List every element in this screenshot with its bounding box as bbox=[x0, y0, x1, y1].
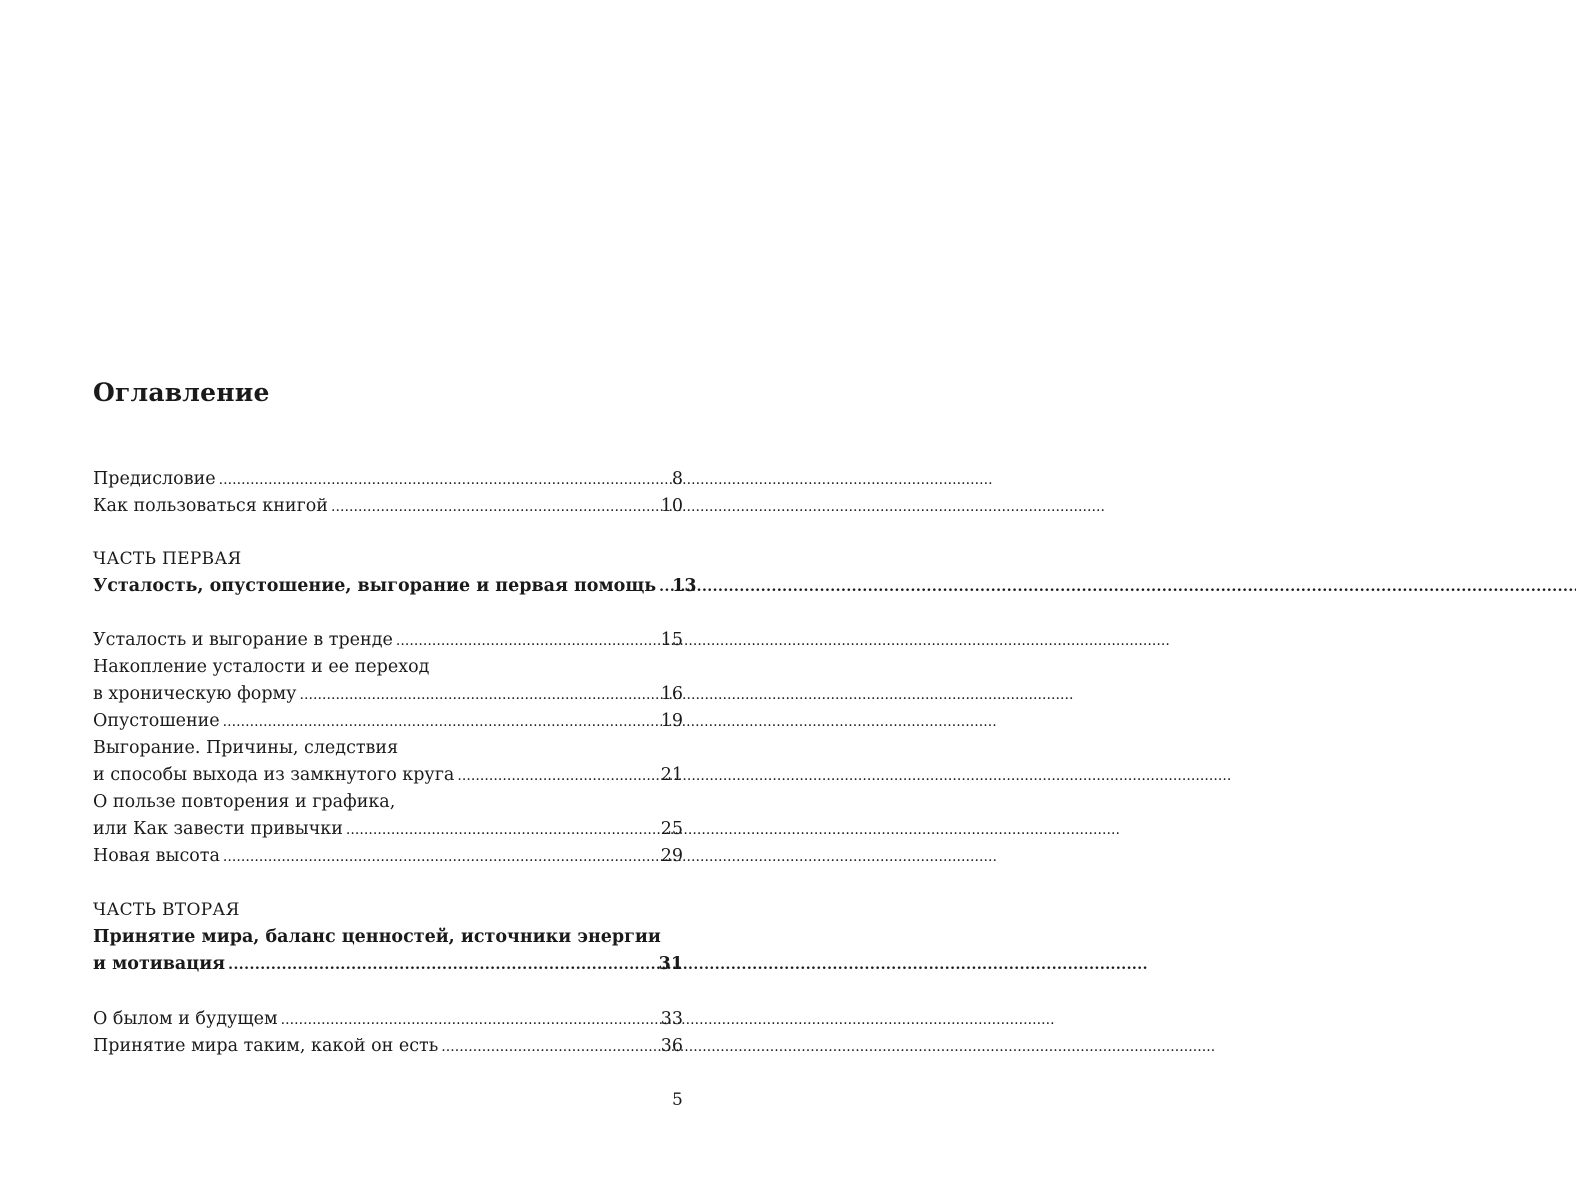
dot-leader bbox=[281, 1006, 658, 1034]
toc-entry-multiline[interactable] bbox=[93, 735, 683, 789]
dot-leader bbox=[299, 681, 657, 709]
part-one-page: 13 bbox=[672, 576, 697, 596]
toc-entry[interactable] bbox=[93, 708, 683, 735]
part-two-label: ЧАСТЬ ВТОРАЯ bbox=[93, 900, 240, 920]
dot-leader bbox=[223, 708, 658, 736]
dot-leader bbox=[223, 843, 658, 871]
toc-entry-title: О былом и будущем bbox=[93, 1009, 278, 1029]
toc-entry[interactable] bbox=[93, 1033, 683, 1060]
toc-entry[interactable] bbox=[93, 493, 683, 520]
dot-leader bbox=[331, 493, 658, 521]
toc-entry-page: 21 bbox=[660, 765, 683, 785]
toc-entry-multiline[interactable] bbox=[93, 789, 683, 843]
part-two-page: 31 bbox=[658, 954, 683, 974]
toc-entry-page: 33 bbox=[660, 1009, 683, 1029]
part-one-title: Усталость, опустошение, выгорание и первая помощь bbox=[93, 576, 657, 596]
dot-leader bbox=[396, 627, 658, 655]
page-number: 5 bbox=[672, 1090, 683, 1110]
toc-entry-page: 15 bbox=[660, 630, 683, 650]
dot-leader bbox=[346, 816, 658, 844]
toc-entry-title: Принятие мира таким, какой он есть bbox=[93, 1036, 439, 1056]
toc-entry-page: 29 bbox=[660, 846, 683, 866]
toc-entry-page: 25 bbox=[660, 819, 683, 839]
part-two-title-line2: и мотивация bbox=[93, 954, 226, 974]
dot-leader bbox=[219, 466, 669, 494]
toc-entry-title: Как пользоваться книгой bbox=[93, 496, 328, 516]
dot-leader bbox=[659, 573, 669, 601]
toc-entry-title-line1: Выгорание. Причины, следствия bbox=[93, 738, 399, 758]
toc-entry-title-line2: и способы выхода из замкнутого круга bbox=[93, 765, 455, 785]
part-two-title-row[interactable] bbox=[93, 951, 683, 978]
toc-entry-page: 8 bbox=[671, 469, 683, 489]
toc-entry-title-line2: в хроническую форму bbox=[93, 684, 297, 704]
dot-leader bbox=[228, 951, 656, 979]
toc-group-part-two bbox=[93, 1006, 683, 1060]
toc-entry[interactable] bbox=[93, 466, 683, 493]
toc-entry-title: Усталость и выгорание в тренде bbox=[93, 630, 393, 650]
toc-entry-title: Опустошение bbox=[93, 711, 220, 731]
toc-entry-title-line1: Накопление усталости и ее переход bbox=[93, 657, 430, 677]
toc-entry-title-line2: или Как завести привычки bbox=[93, 819, 343, 839]
dot-leader bbox=[441, 1033, 657, 1061]
page-title: Оглавление bbox=[93, 378, 270, 407]
dot-leader bbox=[457, 762, 657, 790]
part-two-title-line1: Принятие мира, баланс ценностей, источники энергии bbox=[93, 927, 661, 947]
toc-entry-page: 19 bbox=[660, 711, 683, 731]
toc-entry-title: Предисловие bbox=[93, 469, 216, 489]
toc-entry[interactable] bbox=[93, 1006, 683, 1033]
toc-entry[interactable] bbox=[93, 843, 683, 870]
part-one-title-row[interactable] bbox=[93, 573, 697, 600]
toc-entry-multiline[interactable] bbox=[93, 654, 683, 708]
toc-entry-page: 10 bbox=[660, 496, 683, 516]
toc-entry-title: Новая высота bbox=[93, 846, 220, 866]
part-two-header bbox=[93, 897, 683, 978]
toc-entry-page: 16 bbox=[660, 684, 683, 704]
part-one-header bbox=[93, 546, 697, 600]
toc-group-part-one bbox=[93, 627, 683, 870]
toc-entry-page: 36 bbox=[660, 1036, 683, 1056]
toc-entry[interactable] bbox=[93, 627, 683, 654]
toc-entry-title-line1: О пользе повторения и графика, bbox=[93, 792, 396, 812]
toc-group-intro bbox=[93, 466, 683, 520]
part-one-label: ЧАСТЬ ПЕРВАЯ bbox=[93, 549, 242, 569]
